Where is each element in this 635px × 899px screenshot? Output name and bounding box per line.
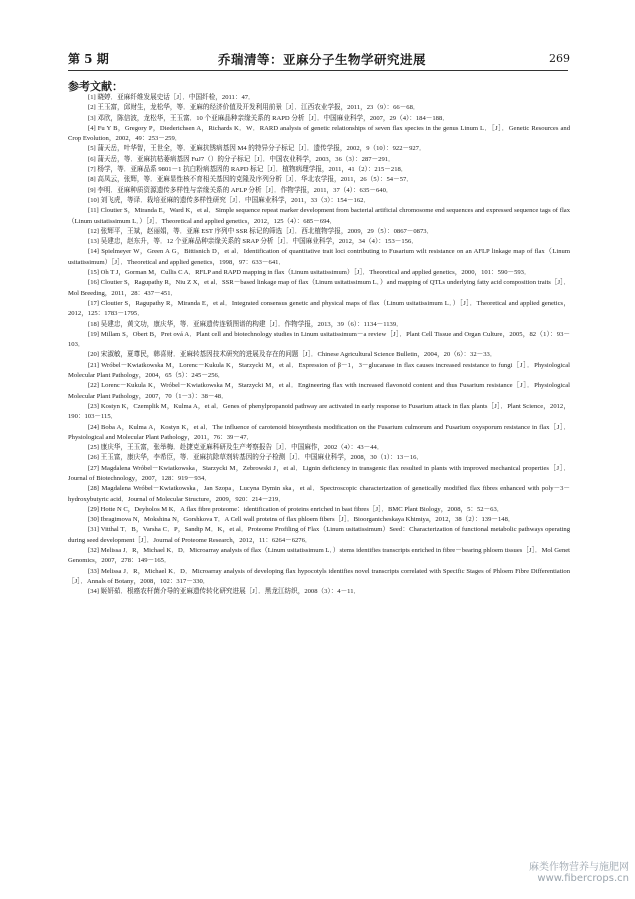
reference-item xyxy=(68,196,570,206)
reference-number: [27] xyxy=(88,464,99,472)
watermark xyxy=(529,858,629,884)
reference-number: [28] xyxy=(88,485,99,493)
header-rule xyxy=(68,70,568,71)
reference-text: 邓欣，陈信波，龙松华，王玉富．10 个亚麻品种亲缘关系的 RAPD 分析［J］．中国麻业科学，2007，29（4）：184－188． xyxy=(97,114,449,122)
reference-item xyxy=(68,587,570,597)
reference-number: [1] xyxy=(88,94,96,101)
running-title: 乔瑞清等：亚麻分子生物学研究进展 xyxy=(218,52,427,67)
reference-item xyxy=(68,567,570,588)
reference-item xyxy=(68,330,570,351)
reference-number: [4] xyxy=(88,124,96,132)
reference-text: 宋淑敏，夏尊民，韩喜财．亚麻转基因技术研究的进展及存在的问题［J］．Chinese Agricultural Science Bulletin，2004，20（6）：32－33． xyxy=(100,351,497,359)
reference-text: Kostyn K，Czemplik M，Kulma A，et al．Genes of phenylpropanoid pathway are activated in early response to Fusarium attack in flax plants［J］．Plant Science，2012，190：103－115． xyxy=(68,402,570,421)
reference-item xyxy=(68,155,570,165)
reference-item xyxy=(68,165,570,175)
reference-item xyxy=(68,464,570,485)
reference-text: Vitthal T．B，Varsha C．P，Sandip M．K，et al．Proteome Profiling of Flax（Linum usitatissimum）Seed：Characterization of functional metabolic pathways operating during seed development［J］．Journal of Proteome Research，2012，11：6264－6276． xyxy=(68,526,570,544)
reference-text: 王玉富，康庆华，李希臣，等．亚麻抗除草剂转基因的分子检测［J］．中国麻业科学，2008，30（1）：13－16． xyxy=(100,454,424,462)
reference-number: [34] xyxy=(88,588,99,596)
reference-text: 王玉富，邱财生，龙松华，等．亚麻的经济价值及开发利用前景［J］．江西农业学报，2011，23（9）：66－68． xyxy=(97,104,420,112)
reference-item xyxy=(68,247,570,268)
reference-item xyxy=(68,361,570,382)
reference-item xyxy=(68,525,570,546)
reference-text: Magdalena Wróbel－Kwiatkowska，Starzycki M，Zebrowski J，et al．Lignin deficiency in transgenic flax resulted in plants with improved mechanical properties［J］．Journal of Biotechnology，2007，128：919－934． xyxy=(68,464,570,482)
reference-number: [7] xyxy=(88,166,96,174)
reference-text: Cloutier S，Ragupathy R，Niu Z X，et al．SSR－based linkage map of flax（Linum usitatissimum L．）and mapping of QTLs underlying fatty acid composition traits［J］．Mol Breeding，2011，28：437－451． xyxy=(68,279,570,297)
reference-item xyxy=(68,114,570,124)
reference-item xyxy=(68,103,570,113)
reference-text: Millam S，Obert B，Pret ová A．Plant cell and biotechnology studies in Linum usitatissimum－a review［J］．Plant Cell Tissue and Organ Culture，2005，82（1）：93－103． xyxy=(68,330,570,349)
reference-text: Hotte N C，Deyholos M K．A flax fibre proteome：identification of proteins enriched in bast fibres［J］．BMC Plant Biology，2008，5：52－63． xyxy=(100,505,504,513)
issue-number: 第 5 期 xyxy=(68,52,109,66)
reference-number: [17] xyxy=(88,299,99,307)
reference-number: [9] xyxy=(88,186,96,194)
reference-item xyxy=(68,453,570,463)
reference-text: Magdalena Wróbel－Kwiatkowska，Jan Szopa，Lucyna Dymin ska，et al．Spectroscopic characterization of genetically modified flax fibres enhanced with poly－3－hydroxybutyric acid．Journal of Molecular Structure，2009，920：214－219． xyxy=(68,485,570,503)
reference-item xyxy=(68,350,570,360)
references-heading: 参考文献： xyxy=(68,80,123,93)
reference-text: 蒲天岳，等．亚麻抗枯萎病基因 FuJ7（）的分子标记［J］．中国农业科学，2003，36（3）：287－291． xyxy=(97,155,395,163)
reference-text: Ibragimova N，Mokshina N，Gorshkova T．A Cell wall proteins of flax phloem fibers［J］．Bioorganicheskaya Khimiya，2012，38（2）：139－148． xyxy=(100,516,515,524)
reference-number: [26] xyxy=(88,454,99,462)
reference-text: Cloutier S，Miranda E，Ward K，et al．Simple sequence repeat marker development from bacterial artificial chromosome end sequences and expressed sequence tags of flax（Linum usitatissimum L．）［J］．Theoretical and applied genetics，2012，125（4）：685－694． xyxy=(68,207,570,225)
reference-text: 姬妍茹．根癌农杆菌介导的亚麻遗传转化研究进展［J］．黑龙江纺织，2008（3）：4－11． xyxy=(100,588,361,596)
reference-text: Spielmeyer W，Green A G，Bittisnich D，et al．Identification of quantitative trait loci contributing to Fusarium wilt resistance on an AFLP linkage map of flax（Linum usitatissimum）［J］．Theoretical and applied genetics，1998，97：633－641． xyxy=(68,248,570,266)
reference-number: [12] xyxy=(88,227,99,235)
reference-item xyxy=(68,423,570,444)
reference-item xyxy=(68,484,570,505)
reference-text: 张辉平，王斌，赵丽娟，等．亚麻 EST 序列中 SSR 标记的筛选［J］．西北植物学报，2009，29（5）：0867－0873． xyxy=(100,227,434,235)
reference-number: [5] xyxy=(88,145,96,153)
reference-number: [33] xyxy=(88,567,99,575)
reference-item xyxy=(68,227,570,237)
reference-number: [32] xyxy=(88,547,99,555)
reference-text: 杨学，等．亚麻品系 9801－1 抗白粉病基因的 RAPD 标记［J］．植物病理学报，2011，41（2）：215－218． xyxy=(97,166,408,174)
reference-number: [29] xyxy=(88,505,99,513)
reference-item xyxy=(68,175,570,185)
reference-number: [20] xyxy=(88,351,99,359)
reference-item xyxy=(68,237,570,247)
reference-text: Melissa J．R，Michael K．D．Microarray analysis of flax（Linum usitatissimum L．）stems identifies transcripts enriched in fibre－bearing phloem tissues［J］．Mol Genet Genomics，2007，278：149－165． xyxy=(68,547,570,565)
reference-text: 康庆华，王玉富，张举梅．赴捷克亚麻科研及生产考察报告［J］．中国麻作，2002（4）：43－44． xyxy=(100,444,384,452)
page-header xyxy=(68,50,568,68)
reference-number: [18] xyxy=(88,320,99,328)
reference-number: [6] xyxy=(88,155,96,163)
reference-item xyxy=(68,278,570,299)
reference-list xyxy=(68,93,570,598)
reference-item xyxy=(68,546,570,567)
reference-item xyxy=(68,93,570,103)
reference-number: [25] xyxy=(88,444,99,452)
reference-text: Boba A，Kulma A，Kostyn K，et al．The influence of carotenoid biosynthesis modification on the Fusarium culmorum and Fusarium oxysporum resistance in flax［J］．Physiological and Molecular Plant Pathology，2011，76：39－47． xyxy=(68,423,570,441)
reference-number: [11] xyxy=(88,207,99,215)
reference-number: [31] xyxy=(88,526,99,534)
reference-number: [30] xyxy=(88,516,99,524)
reference-item xyxy=(68,144,570,154)
reference-item xyxy=(68,268,570,278)
reference-number: [3] xyxy=(88,114,96,122)
reference-number: [13] xyxy=(88,238,99,246)
reference-item xyxy=(68,206,570,227)
reference-number: [16] xyxy=(88,279,99,287)
watermark-text: 麻类作物营养与施肥网 xyxy=(529,862,629,873)
reference-text: 晓婷．亚麻纤维发展史话［J］．中国纤检，2011：47． xyxy=(97,94,255,101)
reference-number: [24] xyxy=(88,423,99,431)
reference-number: [15] xyxy=(88,269,99,277)
reference-text: Oh T J，Gorman M，Cullis C A．RFLP and RAPD mapping in flax（Linum usitatissimum）［J］．Theoretical and applied genetics，2000，101：590－593． xyxy=(100,269,531,277)
reference-text: Wróbel－Kwiatkowska M，Lorenc－Kukula K，Starzycki M，et al．Expression of β－1，3－glucanase in flax causes increased resistance to fungi［J］．Physiological Molecular Plant Pathology，2004，65（5）：245－256． xyxy=(68,361,570,380)
reference-text: 李明．亚麻种质资源遗传多样性与亲缘关系的 AFLP 分析［J］．作物学报，2011，37（4）：635－640． xyxy=(97,186,393,194)
reference-number: [22] xyxy=(88,382,99,390)
reference-item xyxy=(68,443,570,453)
reference-text: 高凤云，张辉，等．亚麻显性核不育相关基因的克隆及序列分析［J］．华北农学报，2011，26（5）：54－57． xyxy=(97,176,413,184)
reference-item xyxy=(68,320,570,330)
reference-text: 蒲天岳，叶华智，王世全，等．亚麻抗锈病基因 M4 的特异分子标记［J］．遗传学报，2002，9（10）：922－927． xyxy=(97,145,426,153)
reference-text: 吴建忠，赵东升，等．12 个亚麻品种亲缘关系的 SRAP 分析［J］．中国麻业科学，2012，34（4）：153－156． xyxy=(100,238,418,246)
page-number: 269 xyxy=(549,52,570,65)
reference-number: [14] xyxy=(88,248,99,256)
reference-number: [2] xyxy=(88,104,96,112)
reference-text: Lorenc－Kukula K，Wróbel－Kwiatkowska M，Starzycki M，et al．Engineering flax with increased flavonoid content and thus Fusarium resistance［J］．Physiological Molecular Plant Pathology，2007，70（1－3）：38－48． xyxy=(68,382,570,400)
reference-text: Melissa J．R，Michael K．D．Microarray analysis of developing flax hypocotyls identifies novel transcripts correlated with Specific Stages of Phloem Fibre Differentiation［J］．Annals of Botany，2008，102：317－330． xyxy=(68,567,570,585)
reference-item xyxy=(68,186,570,196)
reference-number: [19] xyxy=(88,330,99,338)
reference-text: Cloutier S，Ragupathy R，Miranda E，et al．Integrated consensus genetic and physical maps of flax（Linum usitatissimum L．）［J］．Theoretical and applied genetics，2012，125：1783－1795． xyxy=(68,299,570,318)
reference-item xyxy=(68,515,570,525)
watermark-url: www.fibercrops.cn xyxy=(537,873,629,884)
reference-number: [10] xyxy=(88,196,99,204)
reference-item xyxy=(68,402,570,423)
reference-item xyxy=(68,299,570,320)
reference-item xyxy=(68,124,570,145)
reference-number: [23] xyxy=(88,402,99,410)
reference-number: [8] xyxy=(88,176,96,184)
reference-number: [21] xyxy=(88,361,99,369)
reference-item xyxy=(68,381,570,402)
reference-item xyxy=(68,505,570,515)
reference-text: 吴建忠，黄文功，康庆华，等．亚麻遗传连锁图谱的构建［J］．作物学报，2013，39（6）：1134－1139． xyxy=(100,320,403,328)
reference-text: 刘飞虎，等译．栽培亚麻的遗传多样性研究［J］．中国麻业科学，2011，33（3）：154－162． xyxy=(100,196,371,204)
reference-text: Fu Y B，Gregory P，Diederichsen A，Richards K．W．RARD analysis of genetic relationships of seven flax species in the genus Linum L．［J］．Genetic Resources and Crop Evolution，2002，49：253－259． xyxy=(68,124,570,143)
